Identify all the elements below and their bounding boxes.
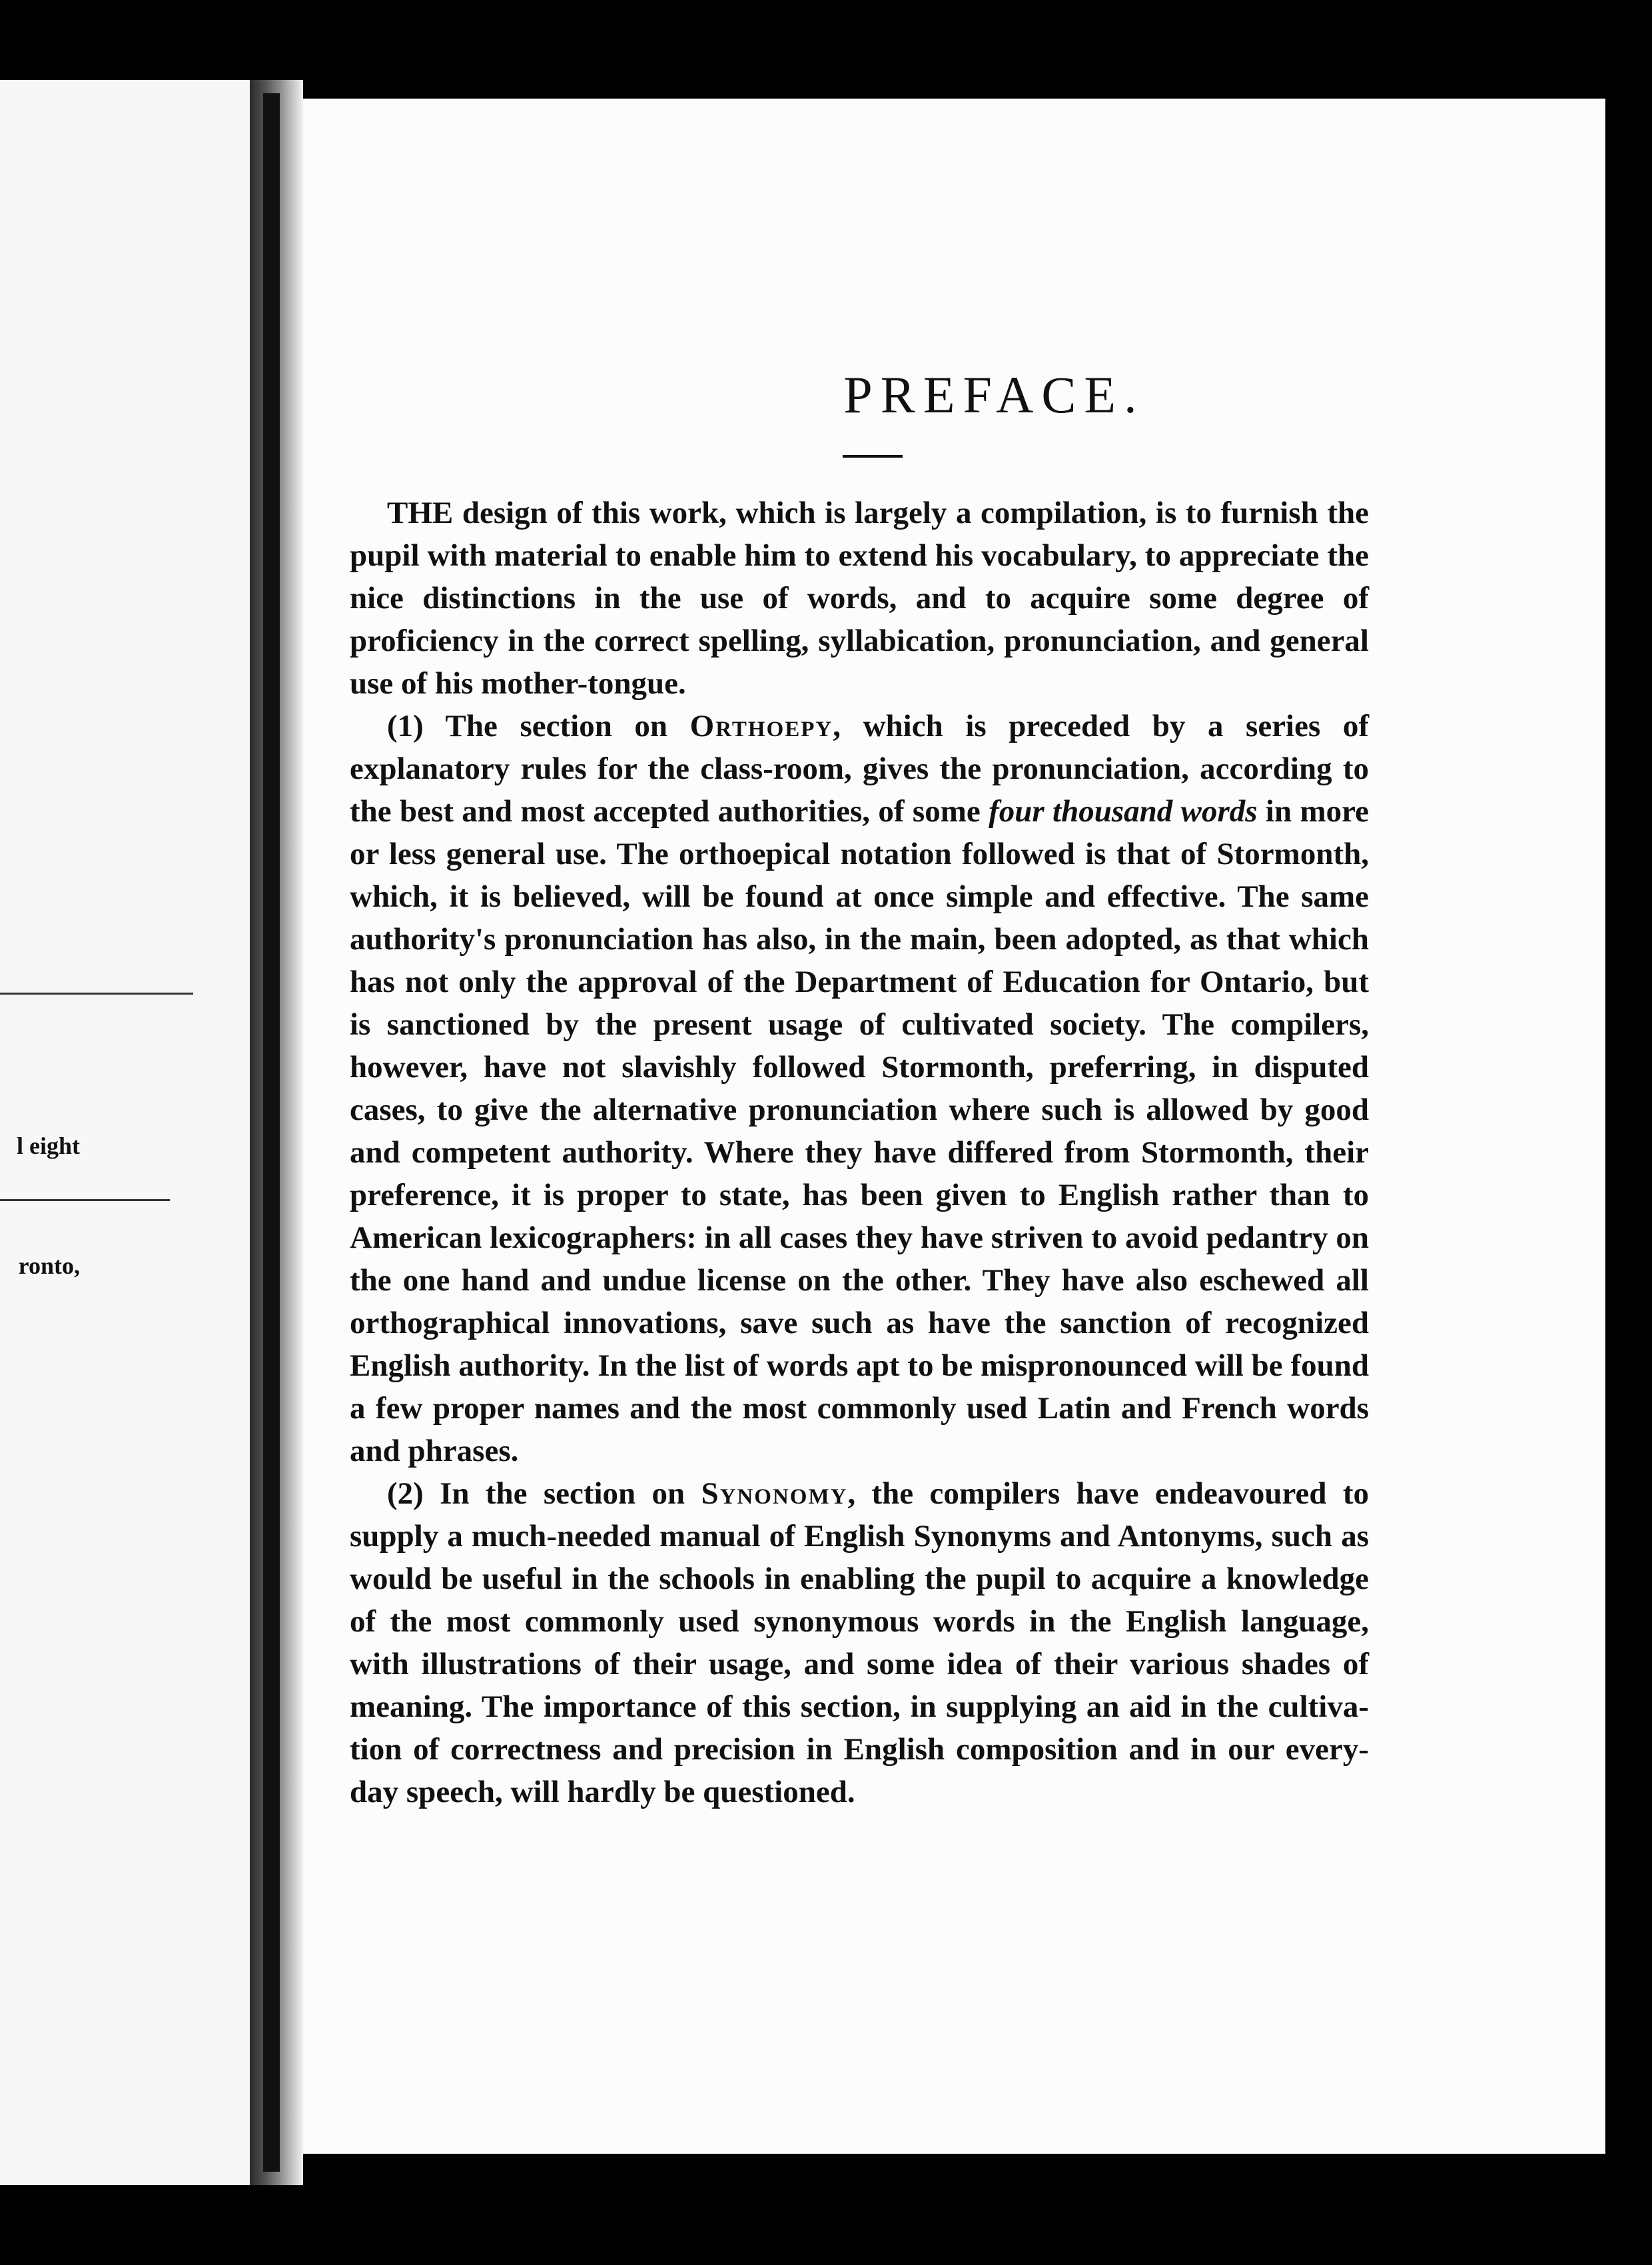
facing-page-fragment: l eight [17,1132,80,1159]
paragraph-synonomy-lead: (2) In the section on [387,1476,701,1511]
term-synonomy: Synonomy [701,1476,848,1511]
emphasis-four-thousand-words: four thousand words [989,794,1258,829]
paragraph-orthoepy-text-b: in more or less general use. The orthoepical notation followed is that of Stormonth, which, it is believed, will be found at once simple and effective. The same authority's pronunciation has also, in the main, been adopted, as that which has not only the approval of the Department of Education for Ontario, but is sanctioned by the present usage of cultivated society. The compilers, however, have not slavishly followed Stormonth, preferring, in disputed cases, to give the alternative pronunciation where such is allowed by good and competent authority. Where they have differed from Stormonth, their preference, it is proper to state, has been given to English rather than to American lexicographers: in all cases they have striven to avoid pedantry on the one hand and undue license on the other. They have also eschewed all orthographical innovations, save such as have the sanction of recognized English authority. In the list of words apt to be mispronounced will be found a few proper names and the most commonly used Latin and French words and phrases. [350,794,1369,1468]
preface-body [350,492,1369,1813]
gutter-shadow [263,93,280,2172]
paragraph-intro [350,492,1369,705]
facing-page-rule-bottom [0,1199,170,1201]
paragraph-synonomy [350,1472,1369,1813]
opening-word: THE [387,496,454,530]
paragraph-orthoepy-lead: (1) The section on [387,709,690,743]
paragraph-orthoepy [350,705,1369,1472]
paragraph-synonomy-text: , the compilers have endeavoured to supply a much-needed manual of English Synonyms and Antonyms, such as would be useful in the schools in enabling the pupil to acquire a knowledge of the most commonly used synonymous words in the English language, with illustrations of their usage, and some idea of their various shades of meaning. The importance of this section, in supplying an aid in the cultivation of correctness and precision in English composition and in our every-day speech, will hardly be questioned. [350,1476,1370,1809]
title-divider [843,455,903,458]
page-title: PREFACE. [843,366,1145,424]
preface-page [303,99,1605,2154]
paragraph-intro-text: design of this work, which is largely a compilation, is to furnish the pupil with material to enable him to extend his vocabulary, to appreciate the nice distinctions in the use of words, and to acquire some degree of proficiency in the correct spelling, syllabication, pronunciation, and general use of his mother-tongue. [350,496,1369,701]
paragraph-orthoepy-text-a: , which is preceded by a series of explanatory rules for the class-room, gives the pronunciation, according to the best and most accepted authorities, of some [350,709,1369,829]
facing-page-rule-top [0,993,193,995]
facing-page-left [0,80,250,2185]
facing-page-fragment: ronto, [18,1252,80,1279]
facing-page-text [0,1046,80,1366]
term-orthoepy: Orthoepy [689,709,833,743]
scan-border-right [1605,0,1652,2265]
